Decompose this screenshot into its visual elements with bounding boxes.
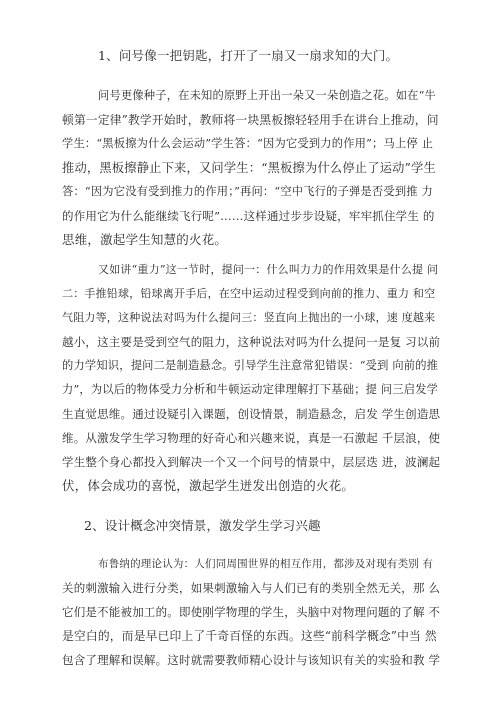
paragraph-line: 布鲁纳的理论认为：人们同周围世界的相互作用，都涉及对现有类别 有 [98,558,434,570]
paragraph-line: 学生整个身心都投入到解决一个又一个问号的情景中，层层迭 进，波澜起 [62,455,441,469]
paragraph-line: 它们是不能被加工的。即使刚学物理的学生，头脑中对物理问题的了解 不 [62,605,441,619]
paragraph-line: 答：“因为它没有受到推力的作用；”再问：“空中飞行的子弹是否受到推 力 [62,185,433,198]
paragraph-line: 又如讲“重力”这一节时，提问一：什么叫力力的作用效果是什么提 问 [98,263,439,276]
paragraph-line: 学生：“黑板擦为什么会运动”学生答：“因为它受到力的作用”；马上停 止 [62,137,434,150]
paragraph-line: 越小，这主要是受到空气的阻力，这种说法对吗为什么提问一是复 习以前 [62,335,441,349]
paragraph-line: 问号更像种子，在未知的原野上开出一朵又一朵创造之花。如在“牛 [98,89,437,102]
paragraph-line: 思维，激起学生知慧的火花。 [62,232,228,247]
paragraph-line: 包含了理解和误解。这时就需要教师精心设计与该知识有关的实验和教 学 [62,653,441,667]
paragraph-line: 关的刺激输入进行分类，如果刺激输入与人们已有的类别全然无关，那 么 [62,581,441,595]
paragraph-line: 推动，黑板擦静止下来，又问学生：“黑板擦为什么停止了运动”学生 [62,161,436,175]
paragraph-line: 是空白的，而是早已印上了千奇百怪的东西。这些“前科学概念”中当 然 [62,629,437,643]
paragraph-line: 伏，体会成功的喜悦，激起学生迸发出创造的火花。 [62,478,355,493]
paragraph-line: 维。从激发学生学习物理的好奇心和兴趣来说，真是一石激起 千层浪，使 [62,431,441,445]
paragraph-line: 力”，为以后的物体受力分析和牛顿运动定律理解打下基础；提 问三启发学 [62,383,439,396]
paragraph-line: 二：手推铅球，铅球离开手后，在空中运动过程受到向前的推力、重力 和空 [62,287,436,300]
section-heading-2: 2、设计概念冲突情景，激发学生学习兴趣 [84,518,321,533]
section-heading-1: 1、问号像一把钥匙，打开了一扇又一扇求知的大门。 [98,48,399,63]
paragraph-line: 气阻力等，这种说法对吗为什么提问三：竖直向上抛出的一小球，速 度越来 [62,311,436,324]
paragraph-line: 生直觉思维。通过设疑引入课题，创设情景，制造悬念，启发 学生创造思 [62,407,441,421]
paragraph-line: 的作用它为什么能继续飞行呢”……这样通过步步设疑，牢牢抓住学生 的 [62,209,435,223]
paragraph-line: 的力学知识，提问二是制造悬念。引导学生注意常犯错误：“受到 向前的推 [62,359,439,372]
paragraph-line: 顿第一定律”教学开始时，教师将一块黑板擦轻轻用手在讲台上推动，问 [62,113,439,127]
